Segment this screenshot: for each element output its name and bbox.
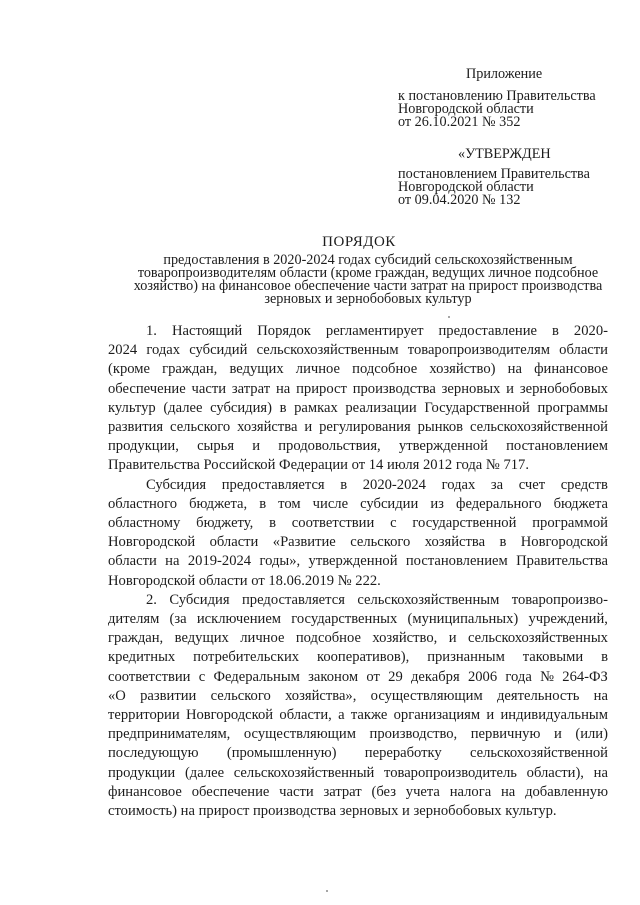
word: соответствии xyxy=(291,515,375,532)
word: Новгородской xyxy=(185,707,274,724)
word: затрат xyxy=(323,783,362,800)
text-line xyxy=(108,552,608,571)
subtitle-line: товаропроизводителям области (кроме граждан, ведущих личное подсобное xyxy=(137,265,599,281)
word: сельскохозяйственной xyxy=(469,745,608,762)
word: утвержденной xyxy=(398,438,488,455)
word: соответствии xyxy=(108,668,191,685)
word: на xyxy=(500,783,516,800)
word: финансовое xyxy=(108,783,182,800)
word: производство, xyxy=(369,726,458,743)
word: за xyxy=(490,476,504,493)
word: с xyxy=(198,668,206,685)
decree-line: Новгородской области xyxy=(398,101,534,117)
word: 264-ФЗ xyxy=(562,668,608,685)
word: ведущих xyxy=(229,361,284,378)
word: товаропроизводителям xyxy=(407,342,550,359)
word: продукции, xyxy=(108,438,179,455)
text-line xyxy=(108,744,608,763)
word: сырья xyxy=(197,438,235,455)
word: сельского xyxy=(170,419,231,436)
word: в xyxy=(269,515,276,532)
word: сельскохозяйственный xyxy=(233,764,375,781)
word: реализации xyxy=(345,399,417,416)
word: затрат xyxy=(231,380,271,397)
word: (или) xyxy=(575,726,608,743)
word: части xyxy=(279,783,314,800)
word: хозяйство) xyxy=(429,361,496,378)
word: (далее xyxy=(184,764,225,781)
word: продовольствия, xyxy=(278,438,381,455)
word: сельскохозяйственным xyxy=(357,591,500,608)
word: счет xyxy=(518,476,546,493)
text-line xyxy=(108,476,608,495)
word: товаропроизво- xyxy=(511,591,608,608)
word: Субсидия xyxy=(146,476,207,493)
word: кооперативов), xyxy=(316,649,410,666)
word: (кроме xyxy=(108,361,150,378)
word: организациям xyxy=(393,707,481,724)
word: дителям xyxy=(108,611,160,628)
word: осуществляющим xyxy=(370,687,483,704)
subtitle-line: хозяйство) на финансовое обеспечение части затрат на прирост производства xyxy=(133,278,603,294)
word: области, xyxy=(279,707,332,724)
word: Федеральным xyxy=(213,668,300,685)
word: бюджету, xyxy=(196,515,254,532)
word: годах xyxy=(441,476,476,493)
word: 2020-2024 xyxy=(362,476,426,493)
word: 2. xyxy=(146,591,157,608)
word: на xyxy=(507,361,522,378)
word: сельскохозяйственным xyxy=(256,342,399,359)
decree-line: к постановлению Правительства xyxy=(398,88,596,104)
word: федерального xyxy=(455,495,542,512)
word: части xyxy=(191,380,227,397)
word: хозяйства xyxy=(237,419,298,436)
word: 2006 xyxy=(467,668,498,685)
word: хозяйства xyxy=(424,534,486,551)
word: (за xyxy=(169,611,187,628)
paragraph-1 xyxy=(108,322,608,476)
approval-reference xyxy=(398,168,620,207)
word: и xyxy=(506,380,514,397)
word: ведущих xyxy=(174,630,229,647)
word: декабря xyxy=(411,668,460,685)
word: предоставление xyxy=(438,323,538,339)
word: в xyxy=(340,476,348,493)
word: годы», xyxy=(259,553,301,570)
word: законом xyxy=(308,668,359,685)
word: от xyxy=(366,668,380,685)
word: на xyxy=(593,687,608,704)
word: Новгородской xyxy=(108,534,196,551)
text-line xyxy=(108,418,608,437)
appendix-label: Приложение xyxy=(466,66,543,82)
word: подсобное xyxy=(295,630,361,647)
word: зернобобовых xyxy=(519,380,608,397)
word: на xyxy=(593,764,608,781)
word: и xyxy=(304,419,313,436)
text-line: стоимость) на прирост производства зерновых и зернобобовых культур. xyxy=(108,803,557,820)
text-line xyxy=(108,399,608,418)
word: субсидий xyxy=(189,342,248,359)
word: и xyxy=(553,726,562,743)
word: (муниципальных) xyxy=(407,611,519,628)
text-line xyxy=(108,764,608,783)
text-line xyxy=(108,706,608,725)
word: личное xyxy=(295,361,340,378)
word: области xyxy=(209,534,259,551)
word: подсобное xyxy=(352,361,418,378)
word: индивидуальным xyxy=(500,707,608,724)
word: личное xyxy=(240,630,285,647)
text-line xyxy=(108,648,608,667)
word: налога xyxy=(449,783,492,800)
word: 2020- xyxy=(573,323,608,339)
word: последующую xyxy=(108,745,199,762)
text-line xyxy=(108,610,608,629)
scan-dot xyxy=(448,316,450,318)
word: № xyxy=(540,668,555,685)
word: Порядок xyxy=(257,323,311,339)
word: добавленную xyxy=(525,783,608,800)
word: переработку xyxy=(364,745,442,762)
word: «О xyxy=(108,687,126,704)
word: предпринимателям, xyxy=(108,726,231,743)
word: области), xyxy=(526,764,584,781)
paragraph-3 xyxy=(108,591,608,821)
word: рынков xyxy=(417,419,464,436)
subtitle-line: предоставления в 2020-2024 годах субсидий сельскохозяйственным xyxy=(163,252,573,268)
word: признанным xyxy=(427,649,505,666)
word: с xyxy=(390,515,397,532)
text-line xyxy=(108,533,608,552)
text-line xyxy=(108,591,608,610)
word: таковыми xyxy=(522,649,584,666)
word: постановлением xyxy=(506,438,608,455)
word: и xyxy=(252,438,261,455)
word: области xyxy=(108,553,157,570)
word: потребительских xyxy=(193,649,300,666)
word: учреждений, xyxy=(528,611,608,628)
word: обеспечение xyxy=(191,783,270,800)
word: бюджета, xyxy=(189,495,248,512)
word: предоставляется xyxy=(242,591,345,608)
text-line xyxy=(108,725,608,744)
word: на xyxy=(275,380,291,397)
word: (без xyxy=(371,783,396,800)
text-line xyxy=(108,380,608,399)
approval-line: Новгородской области xyxy=(398,179,534,195)
word: утвержденной xyxy=(308,553,398,570)
word: средств xyxy=(560,476,608,493)
approval-line: от 09.04.2020 № 132 xyxy=(398,192,521,208)
word: 2024 xyxy=(108,342,138,359)
word: в xyxy=(601,649,608,666)
word: программой xyxy=(532,515,608,532)
document-title: ПОРЯДОК xyxy=(322,234,396,250)
text-line xyxy=(108,668,608,687)
text-line xyxy=(108,514,608,533)
word: граждан, xyxy=(108,630,164,647)
word: культур xyxy=(108,399,156,416)
word: регулирования xyxy=(319,419,411,436)
word: Государственной xyxy=(424,399,530,416)
word: сельского xyxy=(210,687,271,704)
word: производства xyxy=(352,380,436,397)
word: том xyxy=(278,495,301,512)
word: областному xyxy=(108,515,181,532)
word: в xyxy=(552,323,559,339)
text-line xyxy=(108,629,608,648)
word: также xyxy=(350,707,388,724)
approved-label: «УТВЕРЖДЕН xyxy=(458,146,551,162)
text-line xyxy=(108,341,608,360)
word: в xyxy=(499,534,507,551)
word: территории xyxy=(108,707,180,724)
word: хозяйство, xyxy=(372,630,438,647)
word: областного xyxy=(108,495,177,512)
approval-line: постановлением Правительства xyxy=(398,166,590,182)
word: развития xyxy=(108,419,164,436)
word: субсидия) xyxy=(210,399,272,416)
word: 2019-2024 xyxy=(187,553,252,570)
word: Правительства xyxy=(516,553,608,570)
word: субсидии xyxy=(360,495,419,512)
word: предоставляется xyxy=(221,476,325,493)
word: сельскохозяйственных xyxy=(467,630,608,647)
word: осуществляющим xyxy=(243,726,356,743)
word: года xyxy=(505,668,532,685)
word: годах xyxy=(146,342,181,359)
text-line xyxy=(108,495,608,514)
text-line xyxy=(108,437,608,456)
word: государственных xyxy=(291,611,398,628)
text-line xyxy=(108,783,608,802)
word: из xyxy=(430,495,444,512)
word: (промышленную) xyxy=(226,745,337,762)
word: на xyxy=(165,553,180,570)
text-line xyxy=(108,360,608,379)
word: программы xyxy=(537,399,608,416)
text-line: Новгородской области от 18.06.2019 № 222. xyxy=(108,572,381,589)
word: исключением xyxy=(196,611,282,628)
word: граждан, xyxy=(162,361,218,378)
word: сельского xyxy=(350,534,411,551)
word: «Развитие xyxy=(272,534,336,551)
word: Настоящий xyxy=(171,323,243,339)
word: учета xyxy=(405,783,440,800)
decree-reference xyxy=(398,90,620,129)
word: обеспечение xyxy=(108,380,186,397)
word: хозяйства», xyxy=(285,687,357,704)
word: продукции xyxy=(108,764,176,781)
document-body xyxy=(108,322,608,821)
text-line: Правительства Российской Федерации от 14 июля 2012 года № 717. xyxy=(108,457,529,474)
document-subtitle xyxy=(118,254,618,306)
paragraph-2 xyxy=(108,476,608,591)
word: деятельность xyxy=(497,687,580,704)
word: государственной xyxy=(412,515,517,532)
word: в xyxy=(259,495,267,512)
word: прирост xyxy=(296,380,347,397)
word: кредитных xyxy=(108,649,176,666)
text-line xyxy=(108,322,608,341)
word: Субсидия xyxy=(169,591,230,608)
word: развитии xyxy=(140,687,197,704)
word: рамках xyxy=(294,399,338,416)
word: бюджета xyxy=(553,495,608,512)
word: постановлением xyxy=(405,553,508,570)
word: 1. xyxy=(146,323,157,339)
word: сельскохозяйственной xyxy=(469,419,608,436)
word: регламентирует xyxy=(325,323,424,339)
word: а xyxy=(338,707,345,724)
word: и xyxy=(486,707,495,724)
word: в xyxy=(279,399,287,416)
word: и xyxy=(448,630,457,647)
text-line xyxy=(108,687,608,706)
word: 29 xyxy=(388,668,403,685)
scan-dot xyxy=(326,890,328,892)
word: числе xyxy=(312,495,349,512)
word: товаропроизводитель xyxy=(384,764,517,781)
word: финансовое xyxy=(534,361,608,378)
word: (далее xyxy=(163,399,203,416)
word: области xyxy=(559,342,608,359)
subtitle-line: зерновых и зернобобовых культур xyxy=(264,291,472,307)
word: Новгородской xyxy=(520,534,608,551)
word: зерновых xyxy=(441,380,501,397)
word: первичную xyxy=(470,726,541,743)
decree-line: от 26.10.2021 № 352 xyxy=(398,114,521,130)
